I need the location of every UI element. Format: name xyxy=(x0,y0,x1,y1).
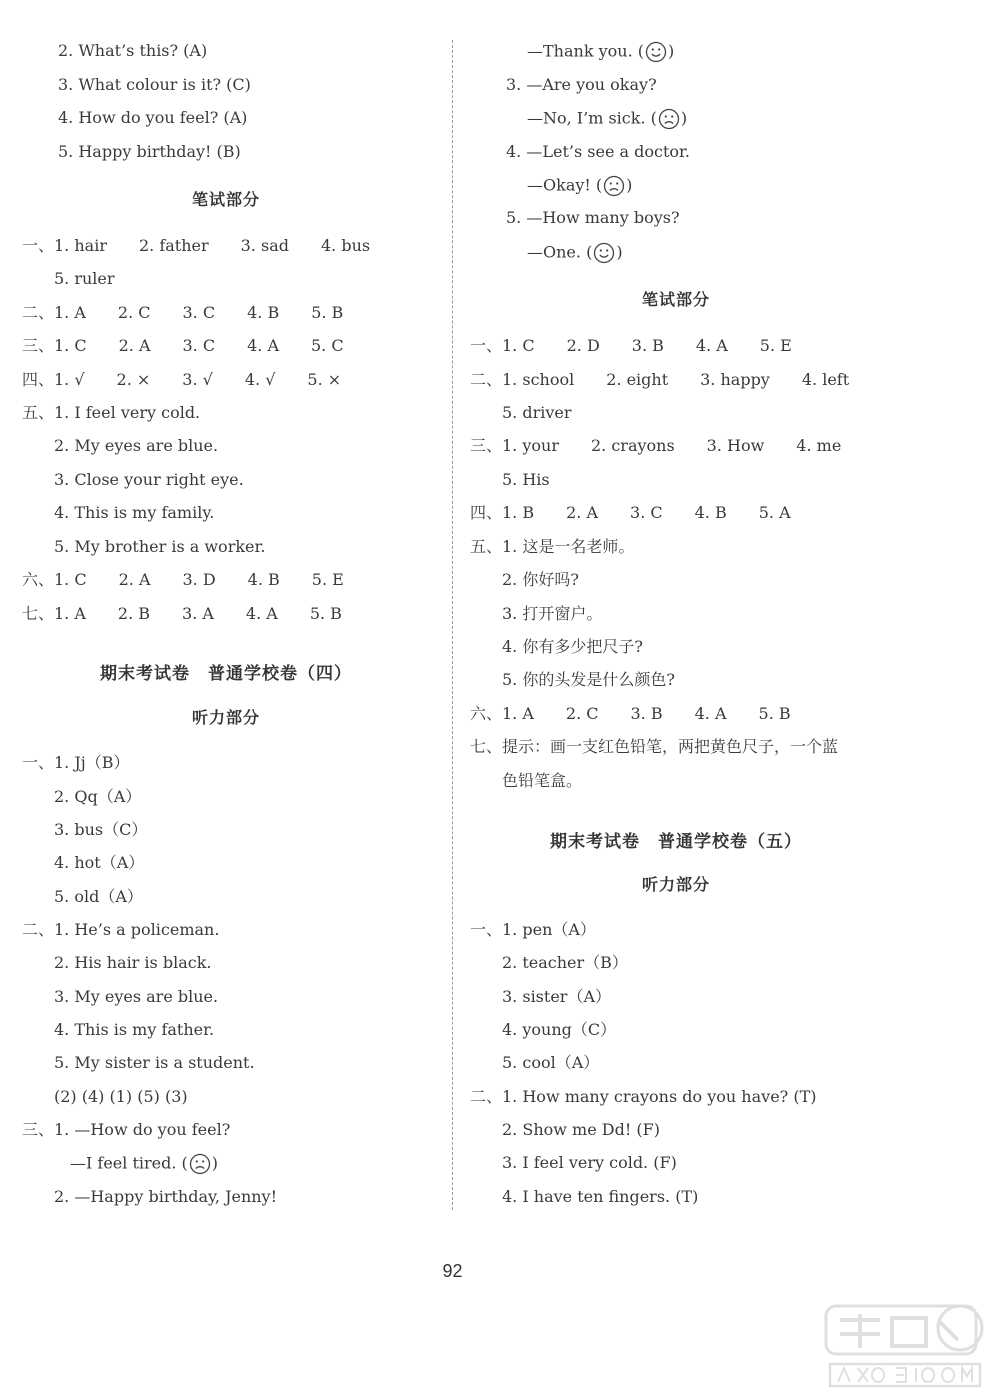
answer-line: 5. 你的头发是什么颜色? xyxy=(470,670,675,689)
answer-line: 2. 你好吗? xyxy=(470,570,579,589)
answer-line: 3. bus（C） xyxy=(22,820,148,839)
dialog-line: 4. —Let’s see a doctor. xyxy=(506,142,690,161)
dialog-line: —Okay! ( ) xyxy=(527,175,632,197)
answer-line: 4. young（C） xyxy=(470,1020,617,1039)
answer-line: 二、1. school 2. eight 3. happy 4. left xyxy=(470,370,850,389)
answer-line: (2) (4) (1) (5) (3) xyxy=(22,1087,188,1106)
answer-line: 4. hot（A） xyxy=(22,853,145,872)
answer-line: 五、1. 这是一名老师。 xyxy=(470,537,635,556)
answer-line: 2. Qq（A） xyxy=(22,787,142,806)
answer-line: 七、1. A 2. B 3. A 4. A 5. B xyxy=(22,604,342,623)
listening-heading: 听力部分 xyxy=(641,875,710,894)
dialog-line: —Thank you. ( ) xyxy=(527,41,674,63)
answer-line: 三、1. —How do you feel? xyxy=(22,1120,231,1139)
exam5-title: 期末考试卷 普通学校卷（五） xyxy=(550,832,802,852)
answer-line: 4. This is my father. xyxy=(22,1020,215,1039)
answer-line: 4. I have ten fingers. (T) xyxy=(470,1187,699,1206)
happy-face-icon xyxy=(645,41,667,63)
answer-line: 4. This is my family. xyxy=(22,503,215,522)
answer-line: 5. cool（A） xyxy=(470,1053,600,1072)
left-line: 5. Happy birthday! (B) xyxy=(58,142,241,161)
answer-line: 5. ruler xyxy=(22,269,115,288)
written-heading: 笔试部分 xyxy=(641,290,710,309)
exam4-title: 期末考试卷 普通学校卷（四） xyxy=(100,664,352,684)
answer-line: 2. teacher（B） xyxy=(470,953,628,972)
answer-line: 5. My brother is a worker. xyxy=(22,537,266,556)
answer-line: 一、1. C 2. D 3. B 4. A 5. E xyxy=(470,336,792,355)
answer-line: 5. driver xyxy=(470,403,572,422)
sad-face-icon xyxy=(603,175,625,197)
dialog-line: —One. ( ) xyxy=(527,242,623,264)
answer-line: 3. Close your right eye. xyxy=(22,470,244,489)
sad-face-icon xyxy=(189,1153,211,1175)
answer-line: 二、1. How many crayons do you have? (T) xyxy=(470,1087,817,1106)
dialog-line: —No, I’m sick. ( ) xyxy=(527,108,687,130)
answer-line: 4. 你有多少把尺子? xyxy=(470,637,643,656)
answer-line: 二、1. A 2. C 3. C 4. B 5. B xyxy=(22,303,344,322)
answer-line: 六、1. C 2. A 3. D 4. B 5. E xyxy=(22,570,344,589)
left-line: 2. What’s this? (A) xyxy=(58,41,208,60)
answer-line: 六、1. A 2. C 3. B 4. A 5. B xyxy=(470,704,791,723)
left-line: 3. What colour is it? (C) xyxy=(58,75,251,94)
answer-line: 三、1. C 2. A 3. C 4. A 5. C xyxy=(22,336,344,355)
answer-line: 3. My eyes are blue. xyxy=(22,987,219,1006)
sad-face-icon xyxy=(658,108,680,130)
answer-line: 二、1. He’s a policeman. xyxy=(22,920,220,939)
listening-heading: 听力部分 xyxy=(191,708,260,727)
answer-line: 3. 打开窗户。 xyxy=(470,604,603,623)
answer-line: 5. My sister is a student. xyxy=(22,1053,255,1072)
written-heading: 笔试部分 xyxy=(191,190,260,209)
answer-line: 四、1. B 2. A 3. C 4. B 5. A xyxy=(470,503,791,522)
answer-line: 四、1. √ 2. × 3. √ 4. √ 5. × xyxy=(22,370,342,389)
happy-face-icon xyxy=(593,242,615,264)
watermark-logo xyxy=(820,1300,995,1390)
answer-line: 七、提示：画一支红色铅笔，两把黄色尺子，一个蓝 xyxy=(470,737,839,756)
answer-line: 2. —Happy birthday, Jenny! xyxy=(22,1187,278,1206)
answer-line: 5. old（A） xyxy=(22,887,143,906)
answer-line: 色铅笔盒。 xyxy=(470,771,583,790)
dialog-line: 5. —How many boys? xyxy=(506,208,680,227)
answer-line: 2. His hair is black. xyxy=(22,953,212,972)
answer-line: 2. My eyes are blue. xyxy=(22,436,219,455)
answer-line: 一、1. hair 2. father 3. sad 4. bus xyxy=(22,236,371,255)
answer-line: 一、1. pen（A） xyxy=(470,920,596,939)
answer-line: 5. His xyxy=(470,470,550,489)
column-divider xyxy=(452,40,453,1210)
left-line: 4. How do you feel? (A) xyxy=(58,108,248,127)
answer-line: 五、1. I feel very cold. xyxy=(22,403,201,422)
page-number: 92 xyxy=(442,1261,463,1281)
answer-line: 2. Show me Dd! (F) xyxy=(470,1120,660,1139)
answer-line: 3. sister（A） xyxy=(470,987,611,1006)
dialog-line: 3. —Are you okay? xyxy=(506,75,657,94)
answer-line: 3. I feel very cold. (F) xyxy=(470,1153,677,1172)
answer-line-tired: —I feel tired. ( ) xyxy=(22,1153,218,1175)
answer-line: 三、1. your 2. crayons 3. How 4. me xyxy=(470,436,842,455)
answer-line: 一、1. Jj（B） xyxy=(22,753,130,772)
